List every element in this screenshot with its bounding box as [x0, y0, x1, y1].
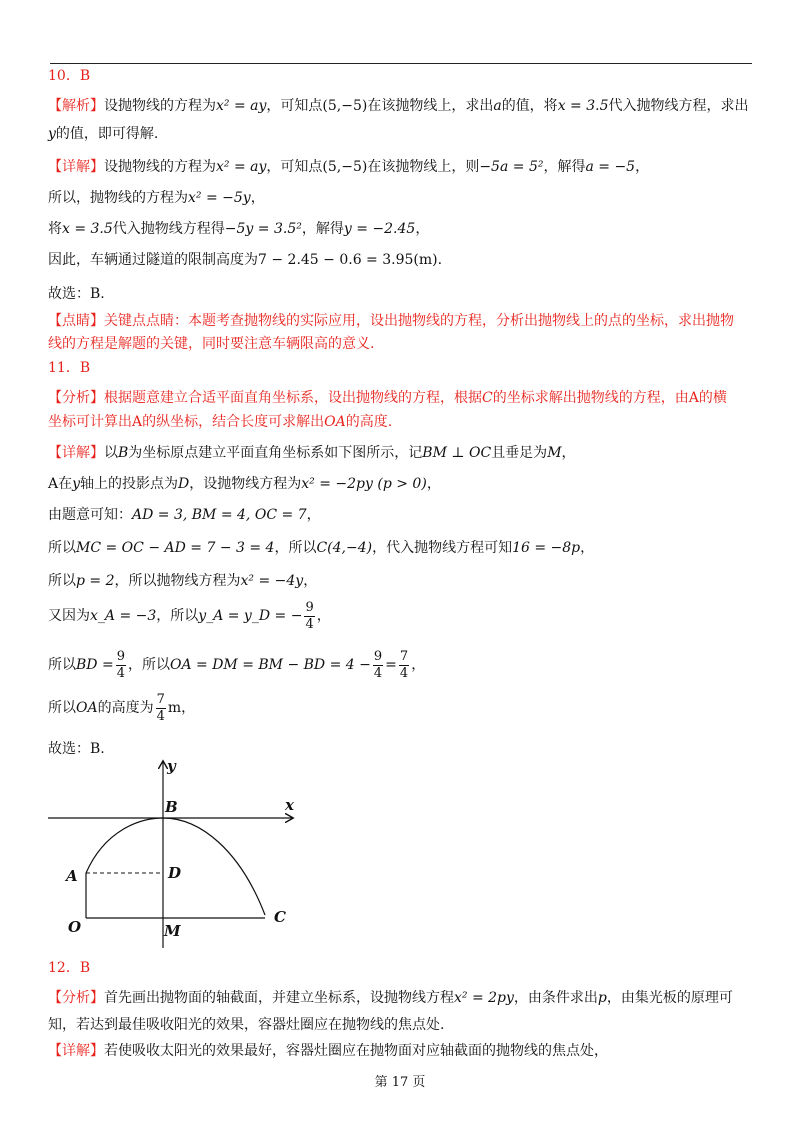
- label-B: B: [165, 798, 178, 816]
- q10-conclusion: 因此，车辆通过隧道的限制高度为7 − 2.45 − 0.6 = 3.95(m).: [48, 252, 443, 268]
- q11-detail: 【详解】以B为坐标原点建立平面直角坐标系如下图所示，记BM ⊥ OC且垂足为M，: [48, 445, 576, 461]
- q11-mc: 所以MC = OC − AD = 7 − 3 = 4，所以C(4,−4)，代入抛物线方程可知16 = −8p，: [48, 540, 595, 556]
- q11-oa-height: 所以OA的高度为 $\frac{7}{4}$ m，: [48, 691, 196, 724]
- q11-projection: A在y轴上的投影点为D，设抛物线方程为x² = −2py (p > 0)，: [48, 476, 441, 492]
- q10-choose: 故选：B.: [48, 286, 105, 302]
- q12-analysis: 【分析】首先画出抛物面的轴截面，并建立坐标系，设抛物线方程x² = 2py，由条件求出p，由集光板的原理可: [48, 990, 733, 1006]
- q10-parabola: 所以，抛物线的方程为x² = −5y，: [48, 190, 265, 206]
- label-x: x: [285, 796, 294, 814]
- label-D: D: [168, 864, 182, 882]
- q11-bd: 所以BD = $\frac{9}{4}$ ，所以OA = DM = BM − BD = 4 − $\frac{9}{4}$ = $\frac{7}{4}$ ，: [48, 648, 426, 681]
- q10-key-point-cont: 线的方程是解题的关键，同时要注意车辆限高的意义.: [48, 336, 375, 352]
- q10-analysis-cont: y的值，即可得解.: [48, 126, 159, 142]
- q12-detail: 【详解】若使吸收太阳光的效果最好，容器灶圈应在抛物面对应轴截面的抛物线的焦点处，: [48, 1043, 608, 1059]
- label-y: y: [167, 757, 176, 775]
- q11-p: 所以p = 2，所以抛物线方程为x² = −4y，: [48, 573, 318, 589]
- q10-heading: 10．B: [48, 68, 91, 84]
- q12-heading: 12．B: [48, 960, 91, 976]
- q11-analysis-cont: 坐标可计算出A的纵坐标，结合长度可求解出OA的高度.: [48, 414, 393, 430]
- label-A: A: [66, 867, 78, 885]
- q10-key-point: 【点睛】关键点点睛：本题考查抛物线的实际应用，设出抛物线的方程，分析出抛物线上的点的坐标，求出抛物: [48, 313, 734, 329]
- q11-known: 由题意可知：AD = 3, BM = 4, OC = 7，: [48, 507, 321, 523]
- label-O: O: [68, 918, 82, 936]
- label-C: C: [274, 908, 286, 926]
- page-number: 第 17 页: [374, 1075, 426, 1090]
- q11-choose: 故选：B.: [48, 741, 105, 757]
- q10-analysis: 【解析】设抛物线的方程为x² = ay，可知点(5,−5)在该抛物线上，求出a的值，将x = 3.5代入抛物线方程，求出: [48, 98, 749, 114]
- label-M: M: [164, 922, 181, 940]
- q11-heading: 11．B: [48, 360, 91, 376]
- q10-detail: 【详解】设抛物线的方程为x² = ay，可知点(5,−5)在该抛物线上，则−5a = 5²，解得a = −5，: [48, 159, 650, 175]
- q10-substitute: 将x = 3.5代入抛物线方程得−5y = 3.5²，解得y = −2.45，: [48, 221, 430, 237]
- q11-xa: 又因为x_A = −3，所以y_A = y_D = − $\frac{9}{4}$ ，: [48, 599, 331, 632]
- q11-analysis: 【分析】根据题意建立合适平面直角坐标系，设出抛物线的方程，根据C的坐标求解出抛物线的方程，由A的横: [48, 390, 727, 406]
- q12-analysis-cont: 知，若达到最佳吸收阳光的效果，容器灶圈应在抛物线的焦点处.: [48, 1017, 445, 1033]
